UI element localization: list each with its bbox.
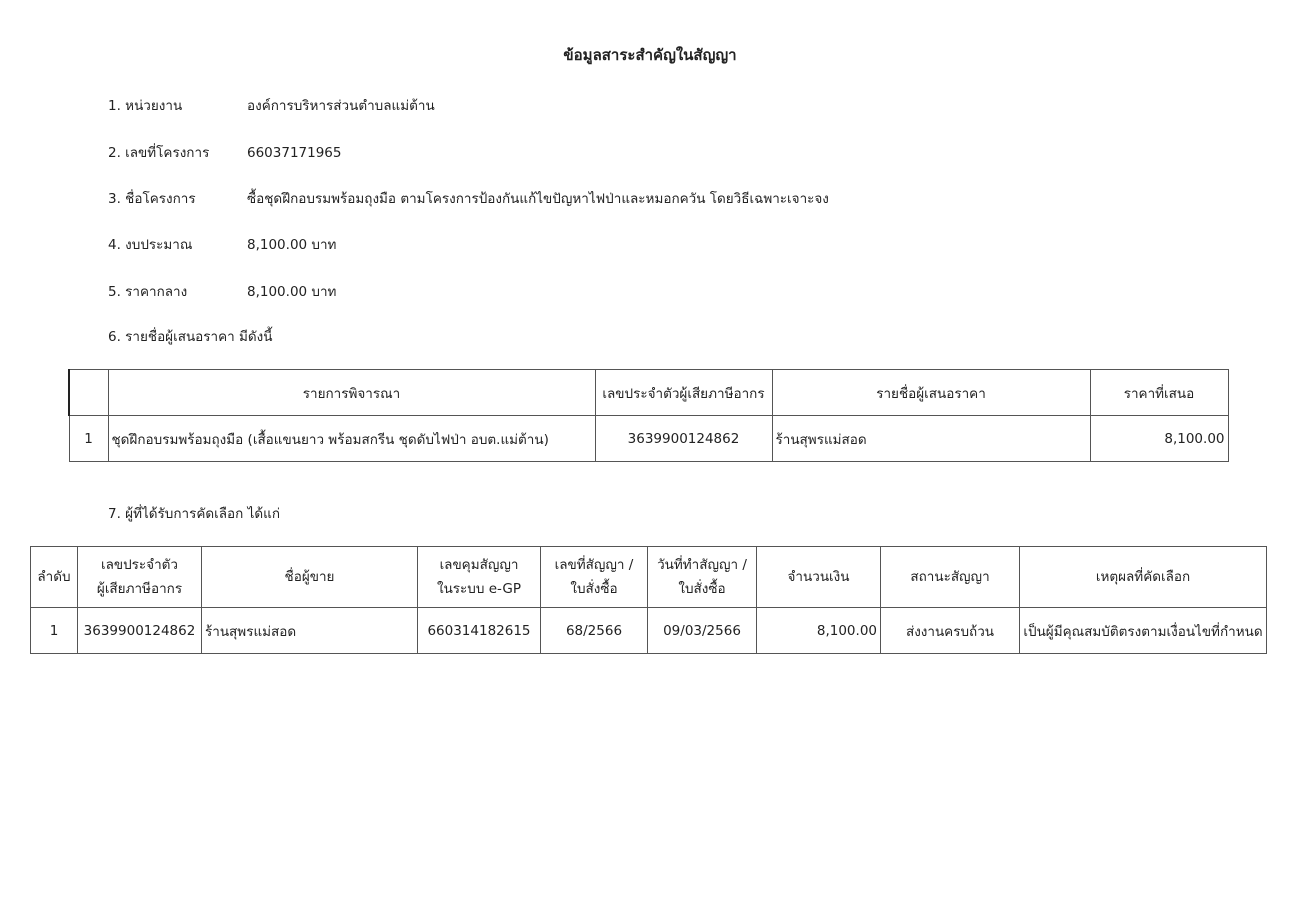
table-header-cell: เลขประจำตัวผู้เสียภาษีอากร [595,370,772,416]
table-row [31,608,1267,654]
section-selected-heading: 7. ผู้ที่ได้รับการคัดเลือก ได้แก่ [108,506,281,522]
table-header-cell [418,547,541,608]
document-title: ข้อมูลสาระสำคัญในสัญญา [563,46,737,64]
section-bidders-heading: 6. รายชื่อผู้เสนอราคา มีดังนี้ [108,329,273,345]
table-cell: 8,100.00 [757,608,881,654]
table-row [69,416,1228,462]
info-value: ซื้อชุดฝึกอบรมพร้อมถุงมือ ตามโครงการป้องกันแก้ไขปัญหาไฟป่าและหมอกควัน โดยวิธีเฉพาะเจาะจง [247,191,829,207]
table-header-cell: รายชื่อผู้เสนอราคา [772,370,1090,416]
table-cell: 1 [69,416,108,462]
table-header-row [31,547,1267,608]
table-cell: 3639900124862 [78,608,202,654]
table-cell: ส่งงานครบถ้วน [881,608,1020,654]
table-header-cell [881,547,1020,608]
header-line: ลำดับ [37,569,71,585]
bidders-table [68,369,1229,462]
header-line: สถานะสัญญา [910,569,990,585]
table-cell: 8,100.00 [1090,416,1228,462]
table-header-cell: ราคาที่เสนอ [1090,370,1228,416]
table-cell: 1 [31,608,78,654]
table-cell: 68/2566 [541,608,648,654]
info-label: 1. หน่วยงาน [108,98,183,114]
info-value: 8,100.00 บาท [247,237,337,253]
table-header-cell [541,547,648,608]
table-header-cell [648,547,757,608]
info-label: 3. ชื่อโครงการ [108,191,196,207]
header-line: เหตุผลที่คัดเลือก [1095,569,1191,585]
header-line: ชื่อผู้ขาย [284,569,335,585]
table-cell: 09/03/2566 [648,608,757,654]
table-cell: ชุดฝึกอบรมพร้อมถุงมือ (เสื้อแขนยาว พร้อมสกรีน ชุดดับไฟป่า อบต.แม่ต้าน) [108,416,595,462]
table-header-cell [31,547,78,608]
header-line: เลขคุมสัญญา [439,557,519,573]
header-line: ในระบบ e-GP [436,581,522,597]
info-label: 2. เลขที่โครงการ [108,145,210,161]
header-line: ผู้เสียภาษีอากร [96,581,183,597]
header-line: วันที่ทำสัญญา / [657,557,747,573]
info-label: 4. งบประมาณ [108,237,193,253]
table-header-cell [78,547,202,608]
table-header-cell [202,547,418,608]
table-header-cell [69,370,108,416]
table-cell: ร้านสุพรแม่สอด [772,416,1090,462]
info-label: 5. ราคากลาง [108,284,188,300]
info-value: องค์การบริหารส่วนตำบลแม่ต้าน [247,98,435,114]
header-line: ใบสั่งซื้อ [678,581,726,597]
table-cell: 3639900124862 [595,416,772,462]
header-line: ใบสั่งซื้อ [570,581,618,597]
header-line: เลขประจำตัว [100,557,179,573]
table-header-cell [757,547,881,608]
info-value: 8,100.00 บาท [247,284,337,300]
table-cell: 660314182615 [418,608,541,654]
table-header-cell: รายการพิจารณา [108,370,595,416]
table-cell: ร้านสุพรแม่สอด [202,608,418,654]
info-value: 66037171965 [247,145,342,161]
table-header-cell [1020,547,1267,608]
header-line: จำนวนเงิน [787,569,850,585]
table-header-row [69,370,1228,416]
header-line: เลขที่สัญญา / [554,557,634,573]
selected-vendor-table [30,546,1267,654]
table-cell: เป็นผู้มีคุณสมบัติตรงตามเงื่อนไขที่กำหนด [1020,608,1267,654]
